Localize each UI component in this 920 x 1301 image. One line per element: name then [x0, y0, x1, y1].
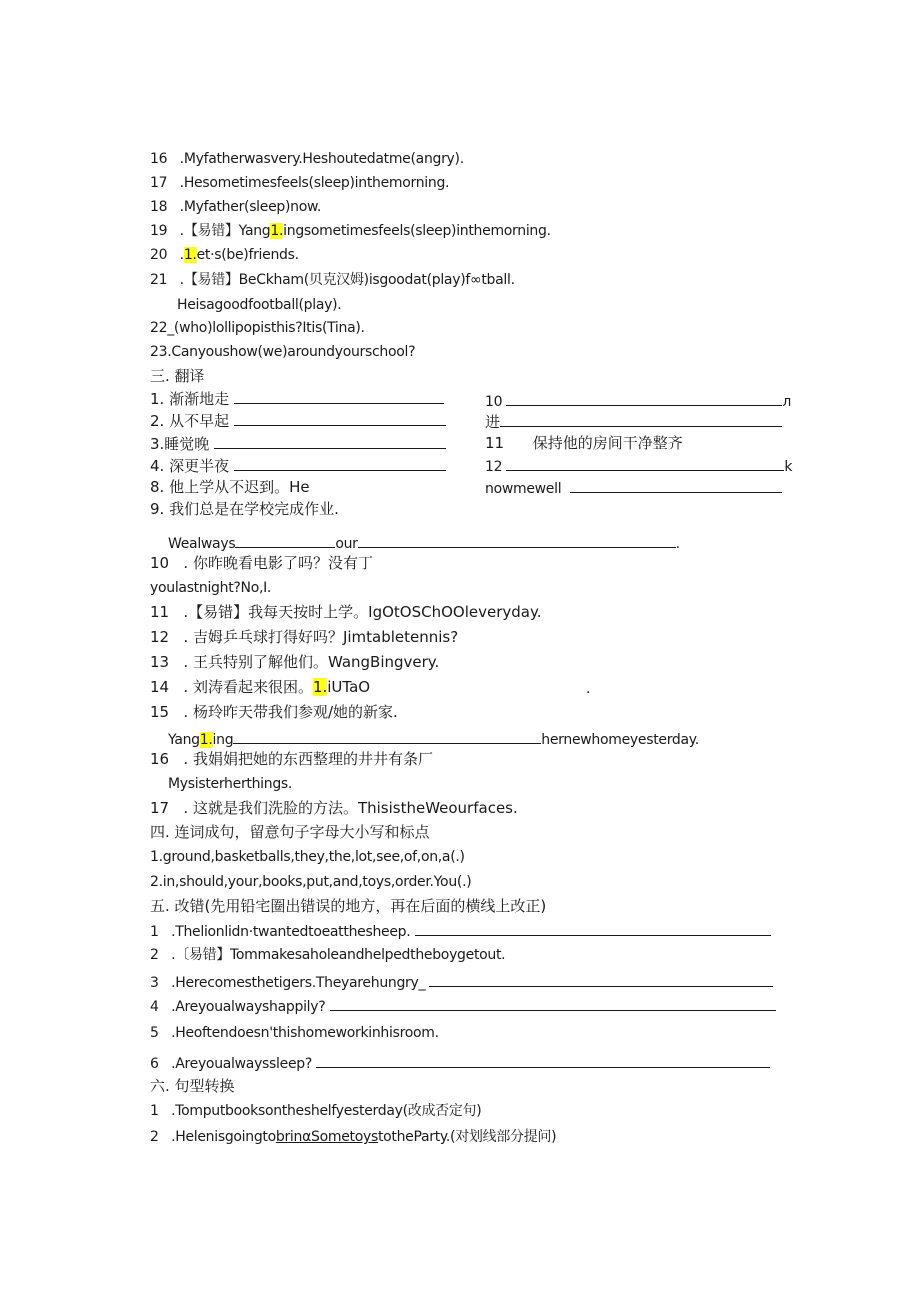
translation-item: 15 . 杨玲昨天带我们参观/她的新家. [150, 703, 398, 721]
exercise-line-cont: Heisagoodfootball(play). [177, 297, 342, 313]
exercise-line: 19 .【易错】Yang1.ingsometimesfeels(sleep)inthemorning. [150, 223, 551, 239]
answer-blank[interactable] [234, 456, 446, 471]
section-heading: 三. 翻译 [150, 367, 205, 385]
section-heading: 五. 改错(先用铅宅圈出错误的地方，再在后面的横线上改正) [150, 897, 547, 915]
exercise-line: 2 .HelenisgoingtobrinαSometoystotheParty.(对划线部分提问) [150, 1129, 557, 1145]
exercise-line: 22_(who)lollipopisthis?Itis(Tina). [150, 320, 365, 336]
answer-blank[interactable] [506, 456, 784, 471]
translation-item-end: . [586, 681, 591, 697]
answer-blank[interactable] [234, 411, 446, 426]
translation-item: 1. 渐渐地走 [150, 389, 444, 408]
answer-blank[interactable] [358, 533, 676, 548]
translation-item: 9. 我们总是在学校完成作业. [150, 500, 339, 518]
highlight: 1. [199, 732, 213, 748]
translation-item: 2. 从不早起 [150, 411, 446, 430]
highlight: 1. [312, 678, 328, 696]
translation-item: 11 保持他的房间干净整齐 [485, 434, 683, 452]
translation-item: nowmewell [485, 478, 782, 498]
translation-item: 4. 深更半夜 [150, 456, 446, 475]
translation-item: 3.睡觉晚 [150, 434, 446, 453]
exercise-line: 23.Canyoushow(we)aroundyourschool? [150, 344, 416, 360]
translation-answer: Yang1.ing hernewhomeyesterday. [168, 729, 699, 749]
translation-item: 16 . 我娟娟把她的东西整理的井井有条厂 [150, 750, 433, 768]
highlight: 1. [270, 223, 284, 239]
translation-item: 13 . 王兵特别了解他们。WangBingvery. [150, 653, 440, 671]
answer-blank[interactable] [506, 391, 782, 406]
translation-item: 14 . 刘涛看起来很困。1.iUTaO [150, 678, 371, 696]
answer-blank[interactable] [234, 389, 444, 404]
exercise-line: 2.in,should,your,books,put,and,toys,order.You(.) [150, 874, 472, 890]
answer-blank[interactable] [415, 921, 771, 936]
exercise-line: 17 .Hesometimesfeels(sleep)inthemorning. [150, 175, 450, 191]
translation-answer: youlastnight?No,I. [150, 580, 272, 596]
translation-item: 12 . 吉姆乒乓球打得好吗？Jimtabletennis? [150, 628, 459, 646]
translation-item: 10 . 你昨晚看电影了吗？没有丁 [150, 554, 373, 572]
exercise-line: 3 .Herecomesthetigers.Theyarehungry_ [150, 972, 773, 992]
translation-item: 12 k [485, 456, 792, 476]
exercise-line: 5 .Heoftendoesn'thishomeworkinhisroom. [150, 1025, 439, 1041]
underlined-phrase: brinαSometoys [275, 1129, 378, 1145]
translation-answer: Wealways our . [168, 533, 680, 553]
answer-blank[interactable] [500, 412, 782, 427]
exercise-line: 2 .〔易错】Tommakesaholeandhelpedtheboygetout. [150, 947, 506, 963]
section-heading: 四. 连词成句，留意句子字母大小写和标点 [150, 823, 430, 841]
answer-blank[interactable] [235, 533, 335, 548]
answer-blank[interactable] [316, 1053, 770, 1068]
exercise-line: 6 .Areyoualwayssleep? [150, 1053, 770, 1073]
exercise-line: 18 .Myfather(sleep)now. [150, 199, 322, 215]
exercise-line: 1.ground,basketballs,they,the,lot,see,of,on,a(.) [150, 849, 465, 865]
translation-item: 17 . 这就是我们洗脸的方法。ThisistheWeourfaces. [150, 799, 518, 817]
section-heading: 六. 句型转换 [150, 1077, 235, 1095]
exercise-line: 20 .1.et·s(be)friends. [150, 247, 299, 263]
exercise-line: 21 .【易错】BeCkham(贝克汉姆)isgoodat(play)f∞tball. [150, 272, 515, 288]
highlight: 1. [183, 247, 197, 263]
translation-answer: Mysisterherthings. [168, 776, 293, 792]
answer-blank[interactable] [233, 729, 541, 744]
translation-item: 11 .【易错】我每天按时上学。IgOtOSChOOleveryday. [150, 603, 542, 621]
translation-item: 10 л [485, 391, 791, 411]
answer-blank[interactable] [429, 972, 773, 987]
exercise-line: 1 .Thelionlidn·twantedtoeatthesheep. [150, 921, 771, 941]
answer-blank[interactable] [214, 434, 446, 449]
translation-item: 8. 他上学从不迟到。He [150, 478, 310, 496]
answer-blank[interactable] [570, 478, 782, 493]
exercise-line: 16 .Myfatherwasvery.Heshoutedatme(angry). [150, 151, 464, 167]
exercise-line: 1 .Tomputbooksontheshelfyesterday(改成否定句) [150, 1103, 482, 1119]
answer-blank[interactable] [330, 996, 776, 1011]
exercise-line: 4 .Areyoualwayshappily? [150, 996, 776, 1016]
translation-item: 进 [485, 412, 782, 431]
